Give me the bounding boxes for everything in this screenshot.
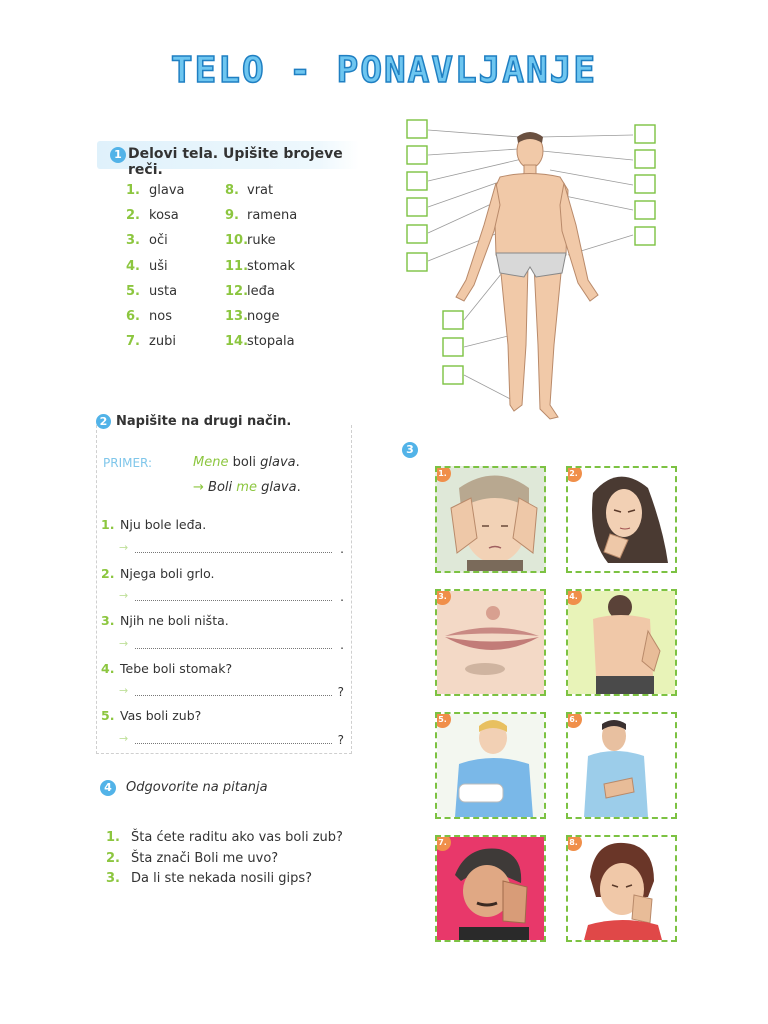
section1-heading (97, 141, 359, 178)
lip-blister-illustration (437, 591, 544, 694)
photo-lip (435, 589, 546, 696)
headache-illustration (437, 468, 544, 571)
sore-throat-illustration (568, 468, 675, 571)
section2-number-badge: 2 (96, 414, 111, 429)
example-line-2: → Boli me glava. (193, 480, 301, 495)
photo-number-badge: 6. (566, 712, 582, 728)
exercise-item: 4. Tebe boli stomak? (101, 661, 233, 676)
example-label: PRIMER: (103, 456, 153, 470)
vocab-item: 7. zubi (126, 334, 176, 350)
photo-number-badge: 7. (435, 835, 451, 851)
section1-heading-text: Delovi tela. Upišite brojeve reči. (128, 146, 343, 178)
arrow-icon: → (119, 589, 129, 602)
stomach-ache-illustration (568, 714, 675, 817)
photo-headache (435, 466, 546, 573)
arrow-icon: → (119, 541, 129, 554)
photo-number-badge: 1. (435, 466, 451, 482)
exercise-item: 2. Njega boli grlo. (101, 566, 215, 581)
vocab-column-2 (225, 181, 297, 357)
toothache-illustration (568, 837, 675, 940)
example-line-1: Mene boli glava. (193, 455, 300, 470)
answer-line[interactable]: → . (119, 637, 344, 652)
section4-questions (106, 830, 343, 892)
arrow-icon: → (119, 684, 129, 697)
section2-heading (96, 414, 291, 429)
vocab-item: 13.noge (225, 308, 280, 324)
photo-number-badge: 8. (566, 835, 582, 851)
back-pain-illustration (568, 591, 675, 694)
photo-number-badge: 4. (566, 589, 582, 605)
question-item: 1. Šta ćete raditu ako vas boli zub? (106, 830, 343, 845)
vocab-item: 10.ruke (225, 233, 276, 249)
arrow-icon: → (119, 637, 129, 650)
section4-number-badge: 4 (100, 780, 116, 796)
ear-ache-illustration (437, 837, 544, 940)
photo-stomach-ache (566, 712, 677, 819)
broken-arm-illustration (437, 714, 544, 817)
exercise-item: 1. Nju bole leđa. (101, 517, 207, 532)
vocab-item: 12.leđa (225, 283, 275, 299)
section4-heading-text: Odgovorite na pitanja (126, 780, 268, 795)
section1-number-badge: 1 (110, 147, 126, 163)
vocab-column-1 (126, 181, 185, 357)
exercise-item: 5. Vas boli zub? (101, 708, 202, 723)
photo-toothache (566, 835, 677, 942)
photo-number-badge: 5. (435, 712, 451, 728)
vocab-item: 14.stopala (225, 334, 295, 350)
photo-ear-ache (435, 835, 546, 942)
section3-number-badge: 3 (402, 442, 418, 458)
vocab-item: 6. nos (126, 308, 172, 324)
photo-broken-arm (435, 712, 546, 819)
vocab-item: 1. glava (126, 183, 185, 198)
answer-line[interactable]: → . (119, 589, 344, 604)
section2-heading-text: Napišite na drugi način. (116, 414, 292, 429)
vocab-item: 11.stomak (225, 258, 295, 274)
photo-number-badge: 2. (566, 466, 582, 482)
question-item: 2. Šta znači Boli me uvo? (106, 850, 279, 866)
vocab-item: 4. uši (126, 258, 168, 274)
photo-back-pain (566, 589, 677, 696)
arrow-icon: → (119, 732, 129, 745)
answer-line[interactable]: → ? (119, 732, 344, 747)
section4-heading (100, 780, 268, 796)
page-title: TELO - PONAVLJANJE (170, 50, 598, 91)
answer-line[interactable]: → . (119, 541, 344, 556)
vocab-item: 8. vrat (225, 183, 274, 198)
photo-sore-throat (566, 466, 677, 573)
arrow-icon: → (193, 480, 204, 495)
vocab-item: 9. ramena (225, 208, 298, 224)
question-item: 3. Da li ste nekada nosili gips? (106, 871, 313, 886)
vocab-item: 3. oči (126, 233, 168, 249)
photo-number-badge: 3. (435, 589, 451, 605)
vocab-item: 5. usta (126, 283, 178, 299)
exercise-item: 3. Njih ne boli ništa. (101, 613, 229, 628)
vocab-item: 2. kosa (126, 208, 179, 224)
answer-line[interactable]: → ? (119, 684, 344, 699)
body-diagram (400, 115, 665, 435)
